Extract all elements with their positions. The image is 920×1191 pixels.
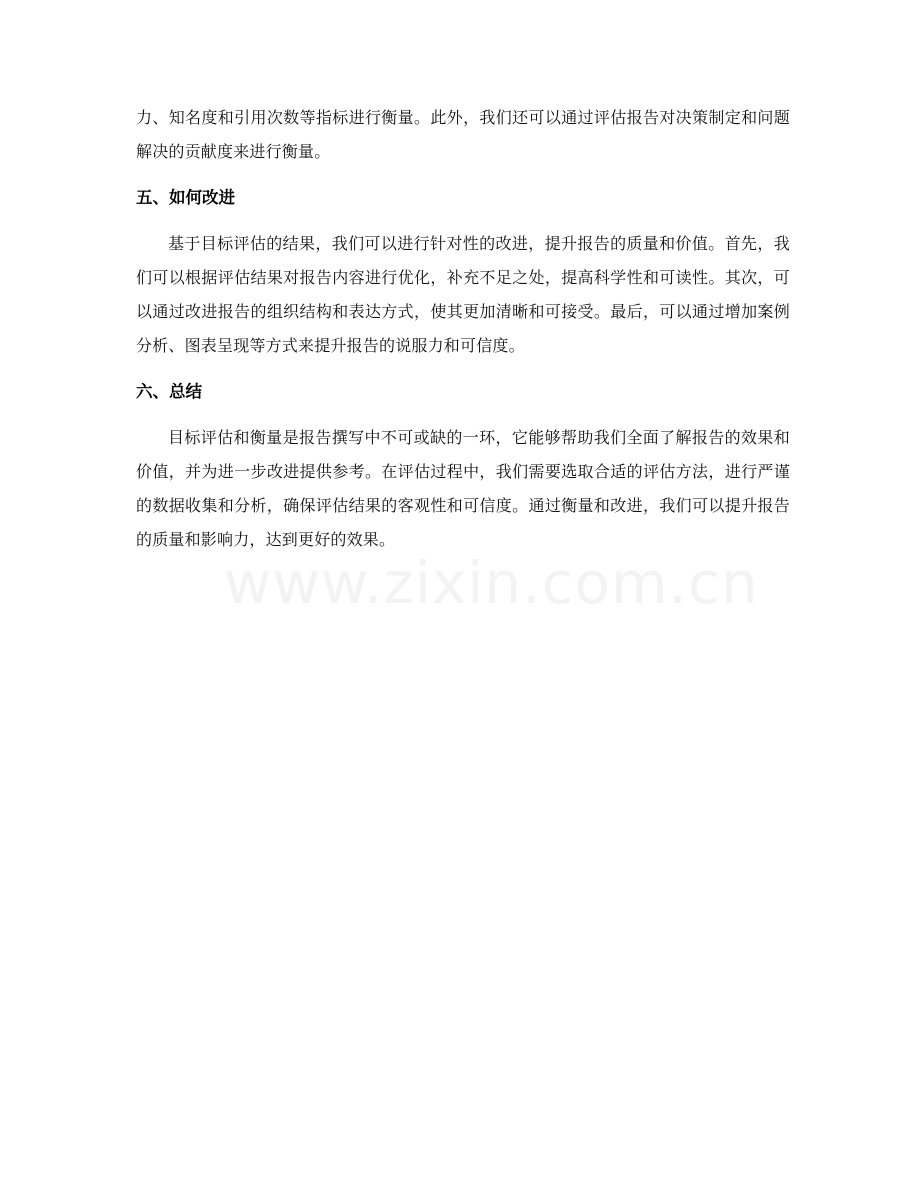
section-heading-improve: 五、如何改进 <box>136 188 235 207</box>
section-paragraph-summary: 目标评估和衡量是报告撰写中不可或缺的一环，它能够帮助我们全面了解报告的效果和价值，并为进一步改进提供参考。在评估过程中，我们需要选取合适的评估方法，进行严谨的数据收集和分析，确保评估结果的客观性和可信度。通过衡量和改进，我们可以提升报告的质量和影响力，达到更好的效果。 <box>136 428 790 549</box>
intro-paragraph: 力、知名度和引用次数等指标进行衡量。此外，我们还可以通过评估报告对决策制定和问题解决的贡献度来进行衡量。 <box>136 108 790 161</box>
section-paragraph-improve: 基于目标评估的结果，我们可以进行针对性的改进，提升报告的质量和价值。首先，我们可以根据评估结果对报告内容进行优化，补充不足之处，提高科学性和可读性。其次，可以通过改进报告的组织结构和表达方式，使其更加清晰和可接受。最后，可以通过增加案例分析、图表呈现等方式来提升报告的说服力和可信度。 <box>136 234 790 355</box>
section-heading-summary: 六、总结 <box>136 382 202 401</box>
document-body <box>136 101 790 557</box>
watermark: www.zixin.com.cn <box>224 549 759 617</box>
